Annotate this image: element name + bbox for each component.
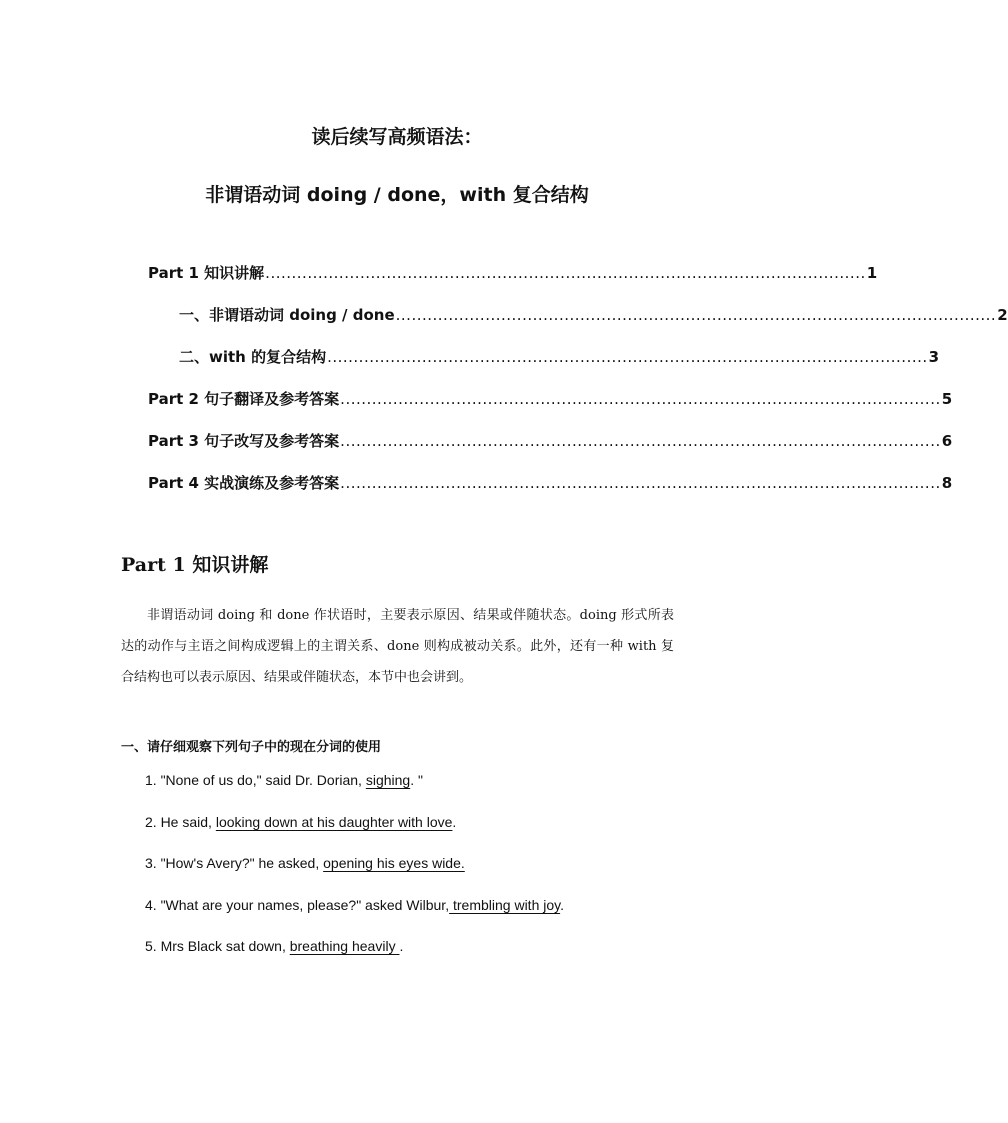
- toc-leader: ..................................................................................................................: [340, 390, 941, 408]
- toc-leader: ..................................................................................................................: [395, 306, 997, 324]
- toc-entry-part2[interactable]: [148, 388, 953, 430]
- toc-page-number: 8: [941, 474, 953, 492]
- example-sentences: [145, 772, 685, 980]
- toc-page-number: 6: [941, 432, 953, 450]
- toc-entry-part1[interactable]: [148, 262, 878, 304]
- example-sentence-2: [145, 814, 685, 856]
- sentence-text: 3. "How's Avery?" he asked,: [145, 855, 324, 871]
- example-sentence-3: [145, 855, 685, 897]
- page-subtitle: 非谓语动词 doing / done，with 复合结构: [205, 184, 589, 206]
- page-title: 读后续写高频语法：: [311, 126, 483, 148]
- toc-leader: ..................................................................................................................: [265, 264, 866, 282]
- underlined-participle: looking down at his daughter with love: [215, 813, 453, 830]
- toc-entry-part4[interactable]: [148, 472, 953, 514]
- toc-page-number: 1: [866, 264, 878, 282]
- sentence-text: 2. He said,: [145, 813, 216, 830]
- sentence-text: 1. "None of us do," said Dr. Dorian,: [145, 772, 366, 788]
- sentence-tail: .: [399, 938, 404, 954]
- sentence-text: 5. Mrs Black sat down,: [145, 938, 290, 954]
- toc-label: 二、with 的复合结构: [179, 348, 327, 366]
- toc-entry-section2[interactable]: [148, 346, 940, 388]
- toc-leader: ..................................................................................................................: [340, 474, 941, 492]
- underlined-participle: breathing heavily: [289, 938, 400, 954]
- sentence-tail: . ": [410, 772, 423, 788]
- toc-leader: ..................................................................................................................: [340, 432, 941, 450]
- toc-page-number: 5: [941, 390, 953, 408]
- toc-page-number: 3: [928, 348, 940, 366]
- underlined-participle: trembling with joy: [449, 896, 561, 913]
- toc-label: Part 2 句子翻译及参考答案: [148, 390, 340, 408]
- section1-title: 一、请仔细观察下列句子中的现在分词的使用: [121, 740, 382, 755]
- example-sentence-1: [145, 772, 685, 814]
- sentence-tail: .: [452, 813, 457, 830]
- toc-label: 一、非谓语动词 doing / done: [179, 306, 395, 324]
- table-of-contents: [148, 262, 1008, 514]
- toc-label: Part 4 实战演练及参考答案: [148, 474, 340, 492]
- underlined-participle: opening his eyes wide.: [323, 855, 465, 871]
- toc-label: Part 1 知识讲解: [148, 264, 265, 282]
- toc-leader: ..................................................................................................................: [327, 348, 928, 366]
- example-sentence-5: [145, 938, 685, 980]
- toc-label: Part 3 句子改写及参考答案: [148, 432, 340, 450]
- toc-page-number: 2: [997, 306, 1008, 324]
- example-sentence-4: [145, 897, 685, 939]
- toc-entry-section1[interactable]: [148, 304, 1008, 346]
- underlined-participle: sighing: [365, 772, 411, 788]
- part1-heading: Part 1 知识讲解: [121, 554, 269, 576]
- intro-paragraph: 非谓语动词 doing 和 done 作状语时，主要表示原因、结果或伴随状态。doing 形式所表达的动作与主语之间构成逻辑上的主谓关系、done 则构成被动关系。此外，还有一种 with 复合结构也可以表示原因、结果或伴随状态，本节中也会讲到。: [121, 608, 674, 685]
- toc-entry-part3[interactable]: [148, 430, 953, 472]
- sentence-tail: .: [560, 896, 564, 913]
- sentence-text: 4. "What are your names, please?" asked Wilbur,: [145, 896, 450, 913]
